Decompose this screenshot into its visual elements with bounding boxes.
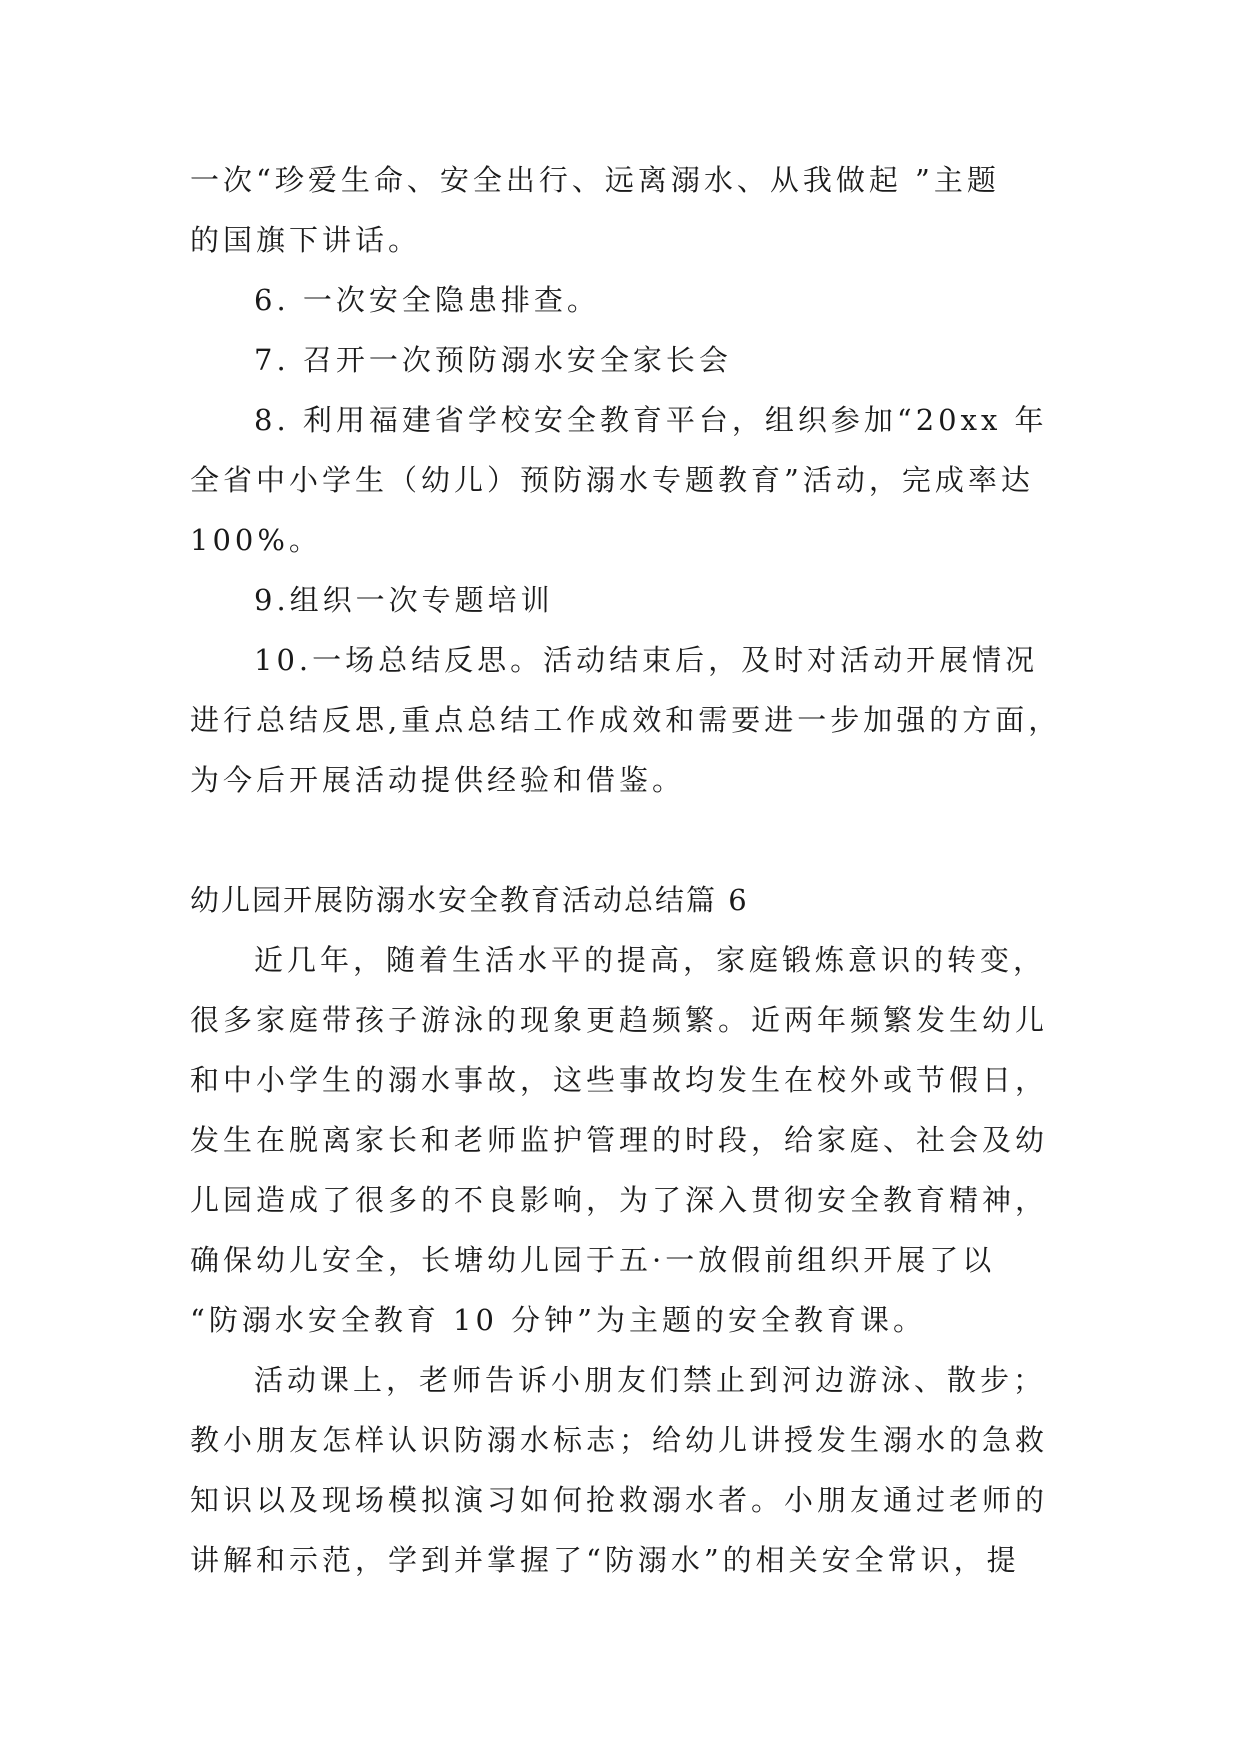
text-line: 一次“珍爱生命、安全出行、远离溺水、从我做起 ”主题	[190, 163, 1000, 197]
paragraph-line: 近几年，随着生活水平的提高，家庭锻炼意识的转变，	[254, 943, 1047, 977]
paragraph-line: 讲解和示范，学到并掌握了“防溺水”的相关安全常识，提	[190, 1543, 1020, 1577]
paragraph-line: 很多家庭带孩子游泳的现象更趋频繁。近两年频繁发生幼儿	[190, 1003, 1049, 1037]
paragraph-line: 知识以及现场模拟演习如何抢救溺水者。小朋友通过老师的	[190, 1483, 1049, 1517]
list-item-9: 9.组织一次专题培训	[254, 583, 554, 617]
text-line: 进行总结反思,重点总结工作成效和需要进一步加强的方面，	[190, 703, 1062, 737]
text-line: 为今后开展活动提供经验和借鉴。	[190, 763, 686, 797]
text-line: 全省中小学生（幼儿）预防溺水专题教育”活动，完成率达	[190, 463, 1034, 497]
paragraph-gap	[190, 810, 1050, 870]
paragraph-line: 活动课上，老师告诉小朋友们禁止到河边游泳、散步；	[254, 1363, 1047, 1397]
paragraph-line: “防溺水安全教育 10 分钟”为主题的安全教育课。	[190, 1303, 926, 1337]
paragraph-line: 和中小学生的溺水事故，这些事故均发生在校外或节假日，	[190, 1063, 1049, 1097]
paragraph-line: 教小朋友怎样认识防溺水标志；给幼儿讲授发生溺水的急救	[190, 1423, 1049, 1457]
paragraph-line: 发生在脱离家长和老师监护管理的时段，给家庭、社会及幼	[190, 1123, 1049, 1157]
list-item-7: 7. 召开一次预防溺水安全家长会	[254, 343, 732, 377]
paragraph-line: 儿园造成了很多的不良影响，为了深入贯彻安全教育精神，	[190, 1183, 1049, 1217]
document-body	[190, 150, 1062, 1590]
text-line: 100%。	[190, 523, 322, 557]
text-line: 的国旗下讲话。	[190, 223, 422, 257]
list-item-6: 6. 一次安全隐患排查。	[254, 283, 600, 317]
paragraph-line: 确保幼儿安全，长塘幼儿园于五·一放假前组织开展了以	[190, 1243, 996, 1277]
list-item-10: 10.一场总结反思。活动结束后，及时对活动开展情况	[254, 643, 1039, 677]
list-item-8: 8. 利用福建省学校安全教育平台，组织参加“20xx 年	[254, 403, 1048, 437]
section-title: 幼儿园开展防溺水安全教育活动总结篇 6	[190, 883, 749, 917]
